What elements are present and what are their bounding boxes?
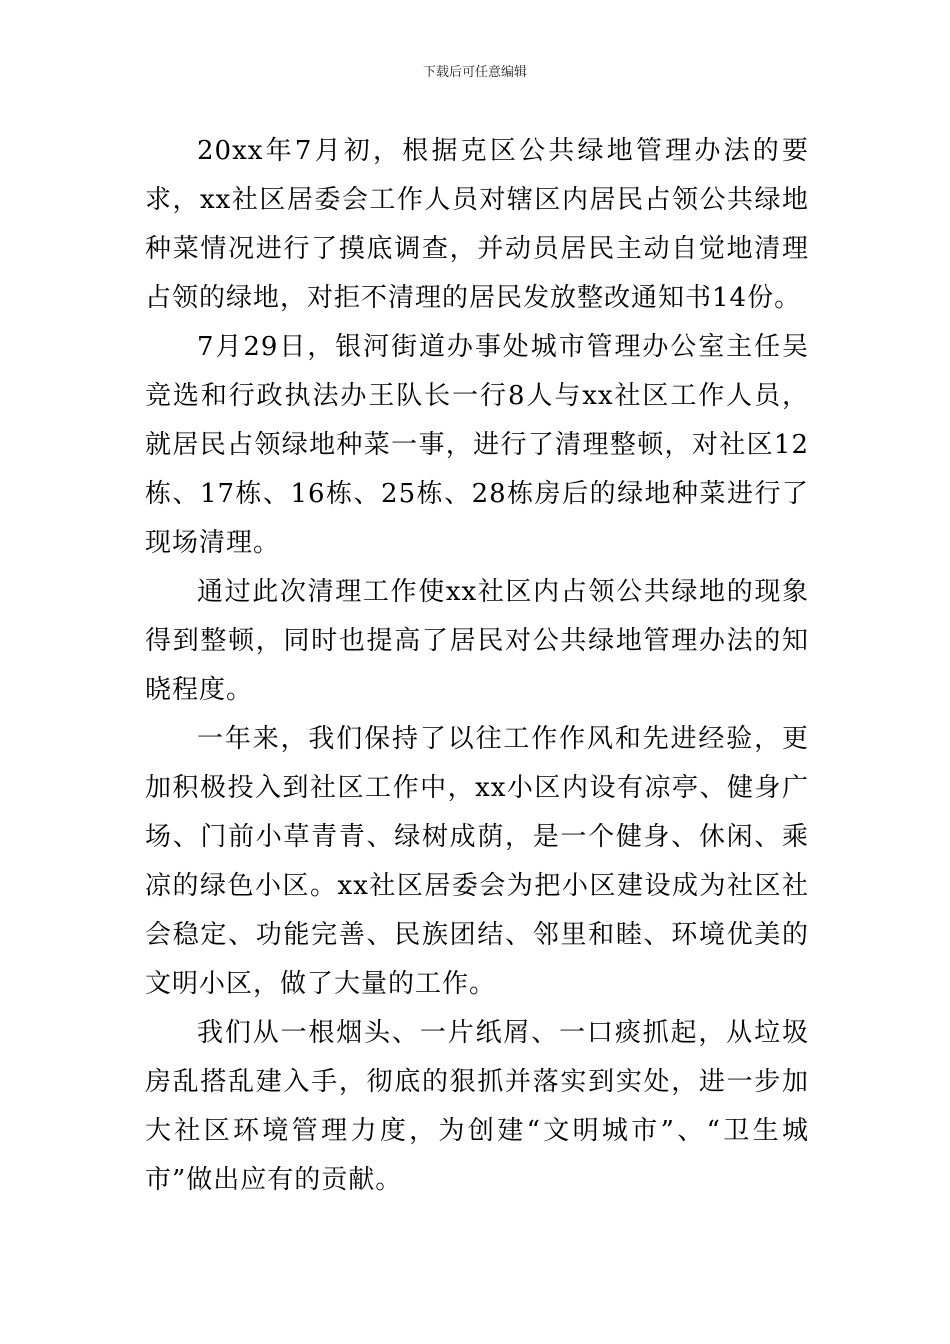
paragraph-4: 一年来，我们保持了以往工作作风和先进经验，更加积极投入到社区工作中，xx小区内设有凉亭、健身广场、门前小草青青、绿树成荫，是一个健身、休闲、乘凉的绿色小区。xx社区居委会为把小区建设成为社区社会稳定、功能完善、民族团结、邻里和睦、环境优美的文明小区，做了大量的工作。 (145, 724, 809, 999)
document-body (145, 127, 809, 1205)
paragraph-3: 通过此次清理工作使xx社区内占领公共绿地的现象得到整顿，同时也提高了居民对公共绿地管理办法的知晓程度。 (145, 577, 809, 705)
header-note: 下载后可任意编辑 (422, 65, 527, 80)
paragraph-2: 7月29日，银河街道办事处城市管理办公室主任吴竞选和行政执法办王队长一行8人与xx社区工作人员，就居民占领绿地种菜一事，进行了清理整顿，对社区12栋、17栋、16栋、25栋、28栋房后的绿地种菜进行了现场清理。 (145, 332, 809, 558)
paragraph-1: 20xx年7月初，根据克区公共绿地管理办法的要求，xx社区居委会工作人员对辖区内居民占领公共绿地种菜情况进行了摸底调查，并动员居民主动自觉地清理占领的绿地，对拒不清理的居民发放整改通知书14份。 (145, 136, 809, 313)
paragraph-5: 我们从一根烟头、一片纸屑、一口痰抓起，从垃圾房乱搭乱建入手，彻底的狠抓并落实到实处，进一步加大社区环境管理力度，为创建“文明城市”、“卫生城市”做出应有的贡献。 (145, 1018, 809, 1195)
